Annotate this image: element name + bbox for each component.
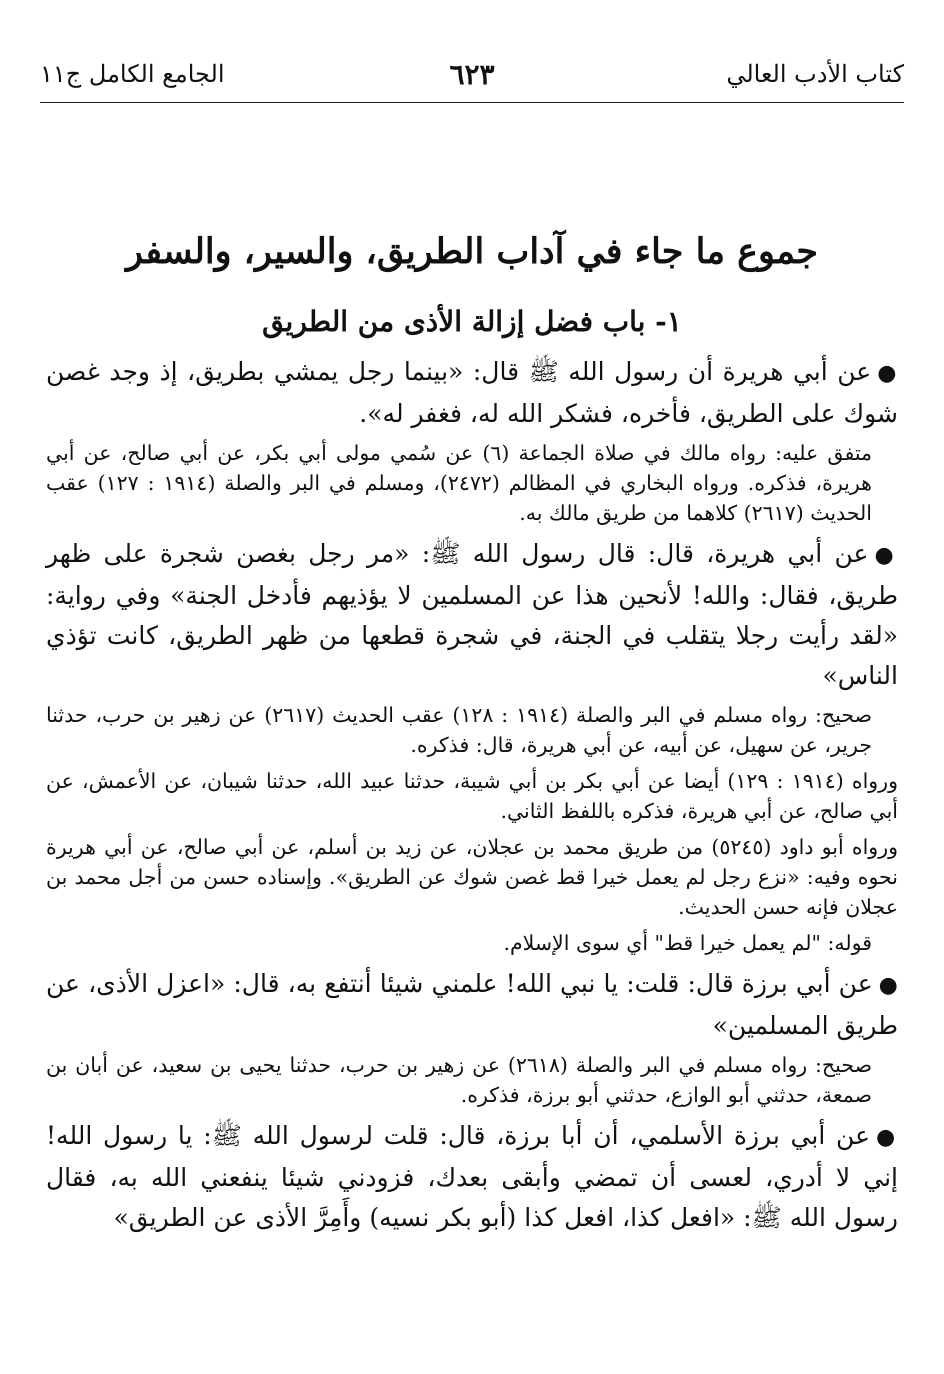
hadith-paragraph — [46, 352, 898, 434]
series-title: الجامع الكامل ج١١ — [40, 60, 225, 88]
takhrij-note: ورواه (١٩١٤ : ١٢٩) أيضا عن أبي بكر بن أبي شيبة، حدثنا عبيد الله، حدثنا شيبان، عن الأعمش، عن أبي صالح، عن أبي هريرة، فذكره باللفظ الثاني. — [46, 769, 898, 823]
hadith-paragraph — [46, 534, 898, 696]
bullet-icon: ● — [877, 361, 898, 386]
takhrij-note: ورواه أبو داود (٥٢٤٥) من طريق محمد بن عجلان، عن زيد بن أسلم، عن أبي صالح، عن أبي هريرة نحوه وفيه: «نزع رجل لم يعمل خيرا قط غصن شوك عن الطريق». وإسناده حسن من أجل محمد بن عجلان فإنه حسن الحديث. — [46, 835, 898, 919]
takhrij-note: صحيح: رواه مسلم في البر والصلة (٢٦١٨) عن زهير بن حرب، حدثنا يحيى بن سعيد، عن أبان بن صمعة، حدثني أبو الوازع، حدثني أبو برزة، فذكره. — [46, 1053, 872, 1107]
takhrij-note: متفق عليه: رواه مالك في صلاة الجماعة (٦) عن سُمي مولى أبي بكر، عن أبي صالح، عن أبي هريرة، فذكره. ورواه البخاري في المظالم (٢٤٧٢)، ومسلم في البر والصلة (١٩١٤ : ١٢٧) عقب الحديث (٢٦١٧) كلاهما من طريق مالك به. — [46, 441, 873, 525]
header-divider — [40, 102, 904, 103]
section-title: ١- باب فضل إزالة الأذى من الطريق — [262, 305, 682, 338]
hadith-text: عن أبي برزة قال: قلت: يا نبي الله! علمني شيئا أنتفع به، قال: «اعزل الأذى، عن طريق المسلمين» — [46, 969, 898, 1040]
bullet-icon: ● — [874, 543, 899, 568]
hadith-paragraph — [46, 1116, 898, 1238]
hadith-text: عن أبي هريرة أن رسول الله ﷺ قال: «بينما رجل يمشي بطريق، إذ وجد غصن شوك على الطريق، فأخره، فشكر الله له، فغفر له». — [46, 357, 898, 428]
running-header — [40, 58, 904, 98]
commentary-note: قوله: "لم يعمل خيرا قط" أي سوى الإسلام. — [503, 931, 872, 955]
page-number: ٦٢٣ — [449, 58, 495, 91]
book-title: كتاب الأدب العالي — [726, 60, 904, 88]
takhrij-note: صحيح: رواه مسلم في البر والصلة (١٩١٤ : ١٢٨) عقب الحديث (٢٦١٧) عن زهير بن حرب، حدثنا جرير، عن سهيل، عن أبيه، عن أبي هريرة، قال: فذكره. — [46, 703, 872, 757]
bullet-icon: ● — [876, 1125, 899, 1150]
hadith-paragraph — [46, 964, 898, 1046]
hadith-text: عن أبي برزة الأسلمي، أن أبا برزة، قال: قلت لرسول الله ﷺ: يا رسول الله! إني لا أدري، لعسى أن تمضي وأبقى بعدك، فزودني شيئا ينفعني الله به، فقال رسول الله ﷺ: «افعل كذا، افعل كذا (أبو بكر نسيه) وأَمِرَّ الأذى عن الطريق» — [46, 1121, 898, 1232]
bullet-icon: ● — [878, 973, 898, 998]
chapter-title: جموع ما جاء في آداب الطريق، والسير، والسفر — [125, 231, 819, 272]
hadith-text: عن أبي هريرة، قال: قال رسول الله ﷺ: «مر رجل بغصن شجرة على ظهر طريق، فقال: والله! لأنحين هذا عن المسلمين لا يؤذيهم فأدخل الجنة» وفي رواية: «لقد رأيت رجلا يتقلب في الجنة، في شجرة قطعها من ظهر الطريق، كانت تؤذي الناس» — [46, 539, 898, 690]
page-body — [46, 226, 898, 1242]
